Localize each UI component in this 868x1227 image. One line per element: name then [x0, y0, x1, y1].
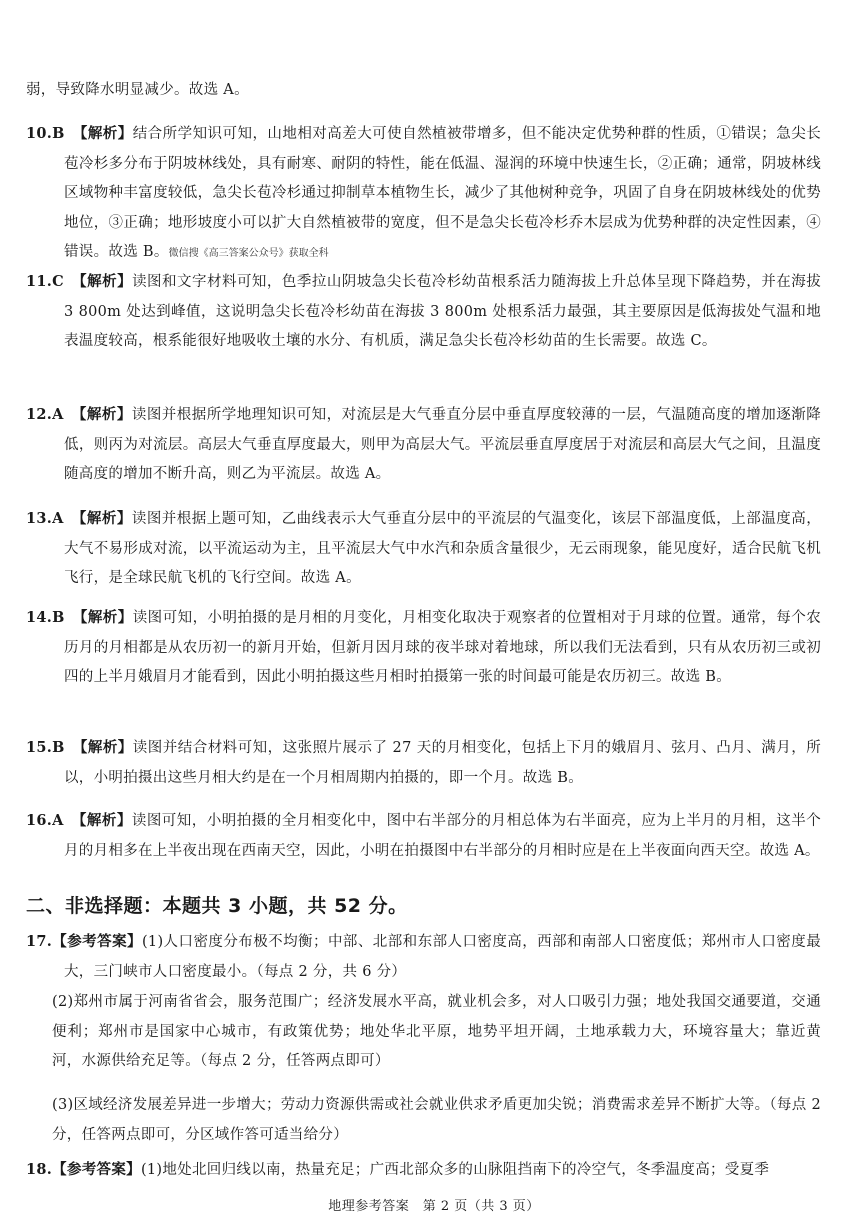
analysis-tag: 【解析】	[71, 812, 132, 829]
analysis-text: 读图和文字材料可知，色季拉山阴坡急尖长苞冷杉幼苗根系活力随海拔上升总体呈现下降趋势，并在海拔 3 800m 处达到峰值，这说明急尖长苞冷杉幼苗在海拔 3 800m 处根系活力最强，其主要原因是低海拔处气温和地表温度较高，根系能很好地吸收土壤的水分、有机质，满足急尖长苞冷杉幼苗的生长需要。故选 C。	[64, 274, 822, 350]
analysis-text: 读图并根据上题可知，乙曲线表示大气垂直分层中的平流层的气温变化，该层下部温度低，上部温度高，大气不易形成对流，以平流运动为主，且平流层大气中水汽和杂质含量很少，无云雨现象，能见度好，适合民航飞机飞行，是全球民航飞机的飞行空间。故选 A。	[64, 511, 822, 587]
analysis-text: 结合所学知识可知，山地相对高差大可使自然植被带增多，但不能决定优势种群的性质，①错误；急尖长苞冷杉多分布于阴坡林线处，具有耐寒、耐阴的特性，能在低温、湿润的环境中快速生长，②正确；通常，阴坡林线区域物种丰富度较低，急尖长苞冷杉通过抑制草本植物生长，减少了其他树种竞争，巩固了自身在阴坡林线处的优势地位，③正确；地形坡度小可以扩大自然植被带的宽度，但不是急尖长苞冷杉乔木层成为优势种群的决定性因素，④错误。故选 B。	[64, 126, 821, 261]
answer-item-17-part-3: (3)区域经济发展差异进一步增大；劳动力资源供需或社会就业供求矛盾更加尖锐；消费需求差异不断扩大等。（每点 2 分，任答两点即可，分区域作答可适当给分）	[52, 1097, 821, 1143]
reference-answer-tag: 【参考答案】	[52, 1161, 141, 1178]
analysis-text: 读图可知，小明拍摄的是月相的月变化，月相变化取决于观察者的位置相对于月球的位置。通常，每个农历月的月相都是从农历初一的新月开始，但新月因月球的夜半球对着地球，所以我们无法看到，只有从农历初三或初四的上半月娥眉月才能看到，因此小明拍摄这些月相时拍摄第一张的时间最可能是农历初三。故选 B。	[64, 610, 821, 686]
answer-item-13	[26, 504, 822, 594]
carryover-text: 弱，导致降水明显减少。故选 A。	[26, 82, 249, 98]
question-number: 11.C	[26, 273, 64, 290]
question-number: 10.B	[26, 125, 65, 142]
answer-item-10	[26, 119, 821, 269]
analysis-tag: 【解析】	[71, 406, 132, 423]
question-number: 13.A	[26, 510, 64, 527]
question-number: 18.	[26, 1161, 53, 1178]
question-number: 14.B	[26, 609, 65, 626]
question-number: 12.A	[26, 406, 64, 423]
answer-item-18	[26, 1155, 821, 1185]
answer-item-15	[26, 733, 821, 793]
answer-item-14	[26, 603, 821, 693]
page-footer: 地理参考答案 第 2 页（共 3 页）	[328, 1199, 540, 1214]
answer-part-1: (1)人口密度分布极不均衡；中部、北部和东部人口密度高，西部和南部人口密度低；郑州市人口密度最大，三门峡市人口密度最小。（每点 2 分，共 6 分）	[64, 934, 821, 980]
question-number: 16.A	[26, 812, 64, 829]
answer-item-12	[26, 400, 822, 490]
analysis-tag: 【解析】	[72, 609, 133, 626]
analysis-tag: 【解析】	[72, 125, 133, 142]
answer-item-17	[26, 927, 821, 987]
section-heading: 二、非选择题：本题共 3 小题，共 52 分。	[26, 895, 408, 917]
answer-item-16	[26, 806, 822, 866]
watermark-text: 微信搜《高三答案公众号》获取全科	[168, 248, 329, 260]
analysis-tag: 【解析】	[71, 510, 132, 527]
analysis-text: 读图并结合材料可知，这张照片展示了 27 天的月相变化，包括上下月的娥眉月、弦月、凸月、满月，所以，小明拍摄出这些月相大约是在一个月相周期内拍摄的，即一个月。故选 B。	[64, 740, 821, 786]
analysis-tag: 【解析】	[72, 739, 133, 756]
question-number: 15.B	[26, 739, 65, 756]
answer-item-11	[26, 267, 822, 357]
reference-answer-tag: 【参考答案】	[52, 933, 142, 950]
answer-item-17-part-2: (2)郑州市属于河南省省会，服务范围广；经济发展水平高，就业机会多，对人口吸引力强；地处我国交通要道，交通便利；郑州市是国家中心城市，有政策优势；地处华北平原，地势平坦开阔，土地承载力大，环境容量大；靠近黄河，水源供给充足等。（每点 2 分，任答两点即可）	[52, 994, 821, 1070]
analysis-text: 读图并根据所学地理知识可知，对流层是大气垂直分层中垂直厚度较薄的一层，气温随高度的增加逐渐降低，则丙为对流层。高层大气垂直厚度最大，则甲为高层大气。平流层垂直厚度居于对流层和高层大气之间，且温度随高度的增加不断升高，则乙为平流层。故选 A。	[64, 407, 822, 483]
analysis-tag: 【解析】	[71, 273, 133, 290]
answer-part-1: (1)地处北回归线以南，热量充足；广西北部众多的山脉阻挡南下的冷空气，冬季温度高；受夏季	[140, 1162, 770, 1178]
question-number: 17.	[26, 933, 53, 950]
analysis-text: 读图可知，小明拍摄的全月相变化中，图中右半部分的月相总体为右半面亮，应为上半月的月相，这半个月的月相多在上半夜出现在西南天空，因此，小明在拍摄图中右半部分的月相时应是在上半夜面向西天空。故选 A。	[64, 813, 822, 859]
